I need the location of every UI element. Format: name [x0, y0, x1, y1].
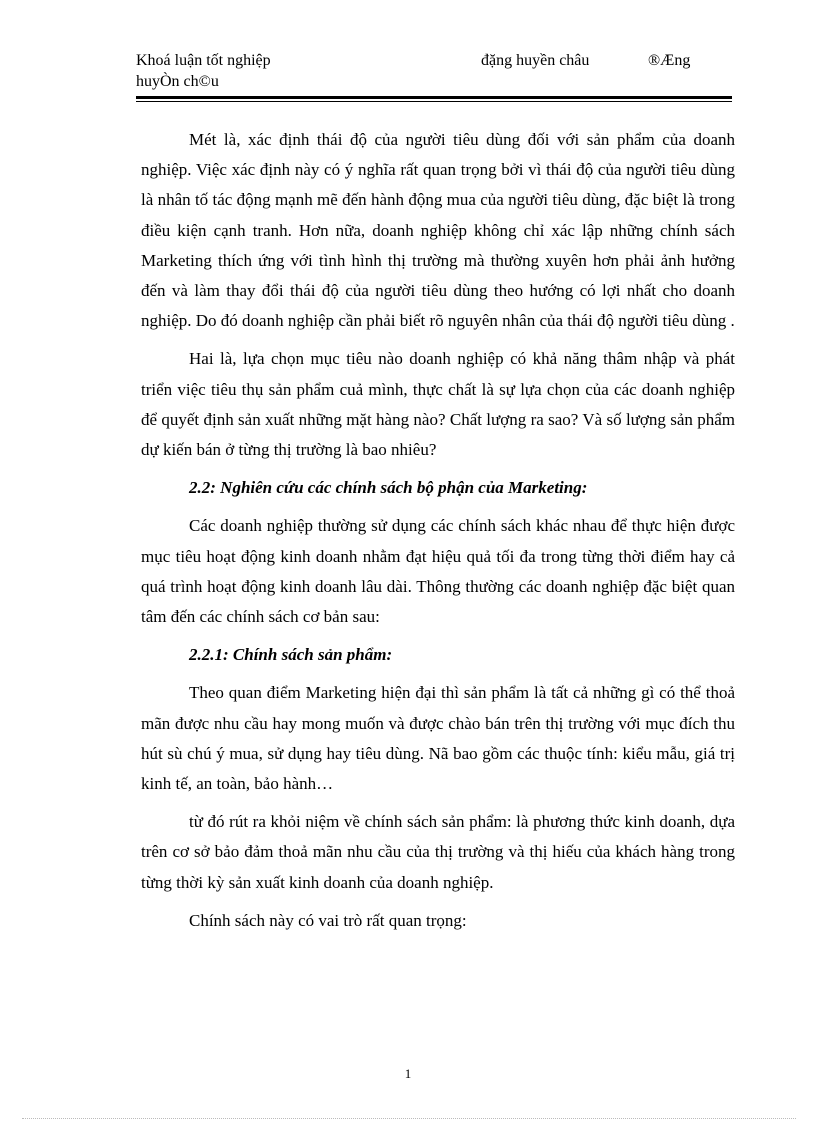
page-header	[136, 50, 732, 92]
header-author-given-name: huyÒn ch©u	[136, 73, 219, 90]
header-thesis-label: Khoá luận tốt nghiệp	[136, 52, 271, 69]
paragraph: từ đó rút ra khỏi niệm về chính sách sản phẩm: là phương thức kinh doanh, dựa trên cơ sở bảo đảm thoả mãn nhu cầu của thị trường và thị hiếu của khách hàng trong từng thời kỳ sản xuất kinh doanh của doanh nghiệp.	[141, 812, 735, 892]
page-bottom-border	[22, 1118, 796, 1119]
paragraph: Hai là, lựa chọn mục tiêu nào doanh nghiệp có khả năng thâm nhập và phát triển việc tiêu thụ sản phẩm cuả mình, thực chất là sự lựa chọn của các doanh nghiệp để quyết định sản xuất những mặt hàng nào? Chất lượng ra sao? Và số lượng sản phẩm dự kiến bán ở từng thị trường là bao nhiêu?	[141, 349, 735, 460]
paragraph: Mét là, xác định thái độ của người tiêu dùng đối với sản phẩm của doanh nghiệp. Việc xác định này có ý nghĩa rất quan trọng bởi vì thái độ của người tiêu dùng là nhân tố tác động mạnh mẽ đến hành động mua của người tiêu dùng, đặc biệt là trong điều kiện cạnh tranh. Hơn nữa, doanh nghiệp không chỉ xác lập những chính sách Marketing thích ứng với tình hình thị trường mà thường xuyên hơn phải ảnh hưởng đến và làm thay đổi thái độ của người tiêu dùng theo hướng có lợi nhất cho doanh nghiệp. Do đó doanh nghiệp cần phải biết rõ nguyên nhân của thái độ người tiêu dùng .	[141, 130, 735, 331]
section-heading: 2.2: Nghiên cứu các chính sách bộ phận của Marketing:	[189, 478, 588, 498]
header-author-surname: ®Æng	[648, 52, 691, 69]
paragraph: Các doanh nghiệp thường sử dụng các chính sách khác nhau để thực hiện được mục tiêu hoạt động kinh doanh nhằm đạt hiệu quả tối đa trong từng thời điểm hay cả quá trình hoạt động kinh doanh lâu dài. Thông thường các doanh nghiệp đặc biệt quan tâm đến các chính sách cơ bản sau:	[141, 516, 735, 627]
subsection-heading: 2.2.1: Chính sách sản phẩm:	[189, 645, 393, 665]
page-number: 1	[404, 1066, 412, 1081]
header-author-name: đặng huyền châu	[481, 52, 590, 69]
header-rule-thin	[136, 101, 732, 102]
paragraph: Theo quan điểm Marketing hiện đại thì sản phẩm là tất cả những gì có thể thoả mãn được nhu cầu hay mong muốn và được chào bán trên thị trường với mục đích thu hút sù chú ý mua, sử dụng hay tiêu dùng. Nã bao gồm các thuộc tính: kiểu mẫu, giá trị kinh tế, an toàn, bảo hành…	[141, 683, 735, 794]
document-body	[141, 125, 735, 944]
paragraph: Chính sách này có vai trò rất quan trọng:	[189, 910, 467, 930]
header-rule-thick	[136, 96, 732, 99]
